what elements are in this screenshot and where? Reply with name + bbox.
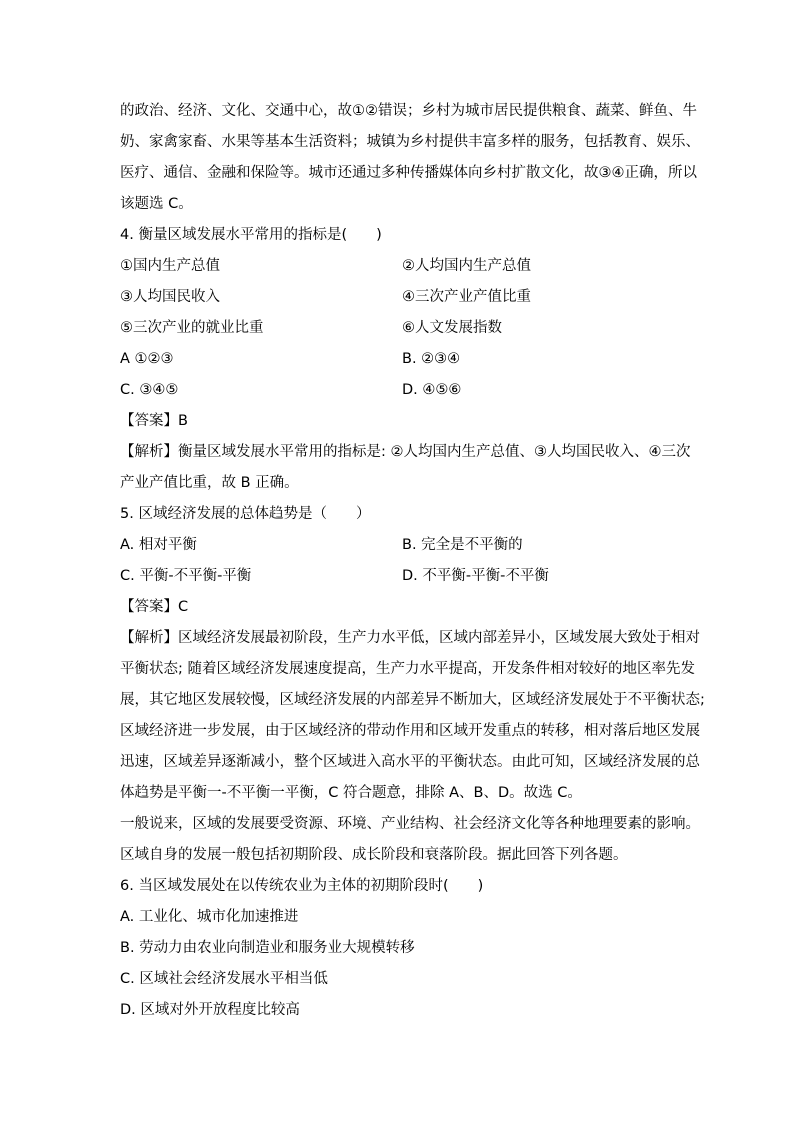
question-5-analysis-line: 平衡状态; 随着区域经济发展速度提高，生产力水平提高，开发条件相对较好的地区率先发 (120, 661, 695, 677)
intro-line: 该题选 C。 (120, 196, 193, 212)
question-5-analysis-line: 迅速，区域差异逐渐减小，整个区域进入高水平的平衡状态。由此可知，区域经济发展的总 (120, 754, 700, 770)
question-4-option-row (120, 344, 676, 375)
question-4-analysis-line: 产业产值比重，故 B 正确。 (120, 475, 299, 491)
question-4-analysis-line: 【解析】衡量区域发展水平常用的指标是: ②人均国内生产总值、③人均国民收入、④三次 (120, 444, 691, 460)
question-4-option-b: B. ②③④ (402, 351, 461, 367)
question-4-item: ①国内生产总值 (120, 258, 220, 274)
question-5-analysis-line: 体趋势是平衡一-不平衡一平衡，C 符合题意，排除 A、B、D。故选 C。 (120, 785, 582, 801)
question-5-analysis-line: 展，其它地区发展较慢，区域经济发展的内部差异不断加大，区域经济发展处于不平衡状态; (120, 692, 705, 708)
question-4-option-d: D. ④⑤⑥ (402, 382, 462, 398)
question-4-item-row (120, 282, 676, 313)
question-4-option-c: C. ③④⑤ (120, 382, 179, 398)
question-5-option-row (120, 561, 676, 592)
question-4-item-row (120, 251, 676, 282)
passage-line: 一般说来，区域的发展要受资源、环境、产业结构、社会经济文化等各种地理要素的影响。 (120, 816, 700, 832)
question-5-analysis-line: 区域经济进一步发展，由于区域经济的带动作用和区域开发重点的转移，相对落后地区发展 (120, 723, 700, 739)
passage-line: 区域自身的发展一般包括初期阶段、成长阶段和衰落阶段。据此回答下列各题。 (120, 847, 628, 863)
question-5-option-b: B. 完全是不平衡的 (402, 537, 523, 553)
question-6-option-a: A. 工业化、城市化加速推进 (120, 909, 299, 925)
question-4-item: ②人均国内生产总值 (402, 258, 531, 274)
question-6-option-d: D. 区域对外开放程度比较高 (120, 1002, 300, 1018)
question-5-option-a: A. 相对平衡 (120, 537, 197, 553)
question-6-stem: 6. 当区域发展处在以传统农业为主体的初期阶段时( ) (120, 878, 484, 894)
question-6-option-b: B. 劳动力由农业向制造业和服务业大规模转移 (120, 940, 415, 956)
question-5-option-row (120, 530, 676, 561)
question-4-answer: 【答案】B (120, 413, 188, 429)
question-5-option-c: C. 平衡-不平衡-平衡 (120, 568, 252, 584)
question-6-option-c: C. 区域社会经济发展水平相当低 (120, 971, 328, 987)
question-4-option-a: A ①②③ (120, 351, 174, 367)
question-4-item: ⑥人文发展指数 (402, 320, 502, 336)
question-4-item: ④三次产业产值比重 (402, 289, 531, 305)
question-5-option-d: D. 不平衡-平衡-不平衡 (402, 568, 549, 584)
document-content (120, 96, 705, 1026)
question-5-analysis-line: 【解析】区域经济发展最初阶段，生产力水平低，区域内部差异小，区域发展大致处于相对 (120, 630, 700, 646)
question-4-option-row (120, 375, 676, 406)
intro-line: 医疗、通信、金融和保险等。城市还通过多种传播媒体向乡村扩散文化，故③④正确，所以 (120, 165, 697, 181)
intro-line: 的政治、经济、文化、交通中心，故①②错误；乡村为城市居民提供粮食、蔬菜、鲜鱼、牛 (120, 103, 697, 119)
intro-line: 奶、家禽家畜、水果等基本生活资料；城镇为乡村提供丰富多样的服务，包括教育、娱乐、 (120, 134, 700, 150)
question-4-item: ⑤三次产业的就业比重 (120, 320, 264, 336)
question-4-item-row (120, 313, 676, 344)
question-4-stem: 4. 衡量区域发展水平常用的指标是( ) (120, 227, 382, 243)
question-4-item: ③人均国民收入 (120, 289, 220, 305)
question-5-answer: 【答案】C (120, 599, 189, 615)
question-5-stem: 5. 区域经济发展的总体趋势是（ ） (120, 506, 371, 522)
